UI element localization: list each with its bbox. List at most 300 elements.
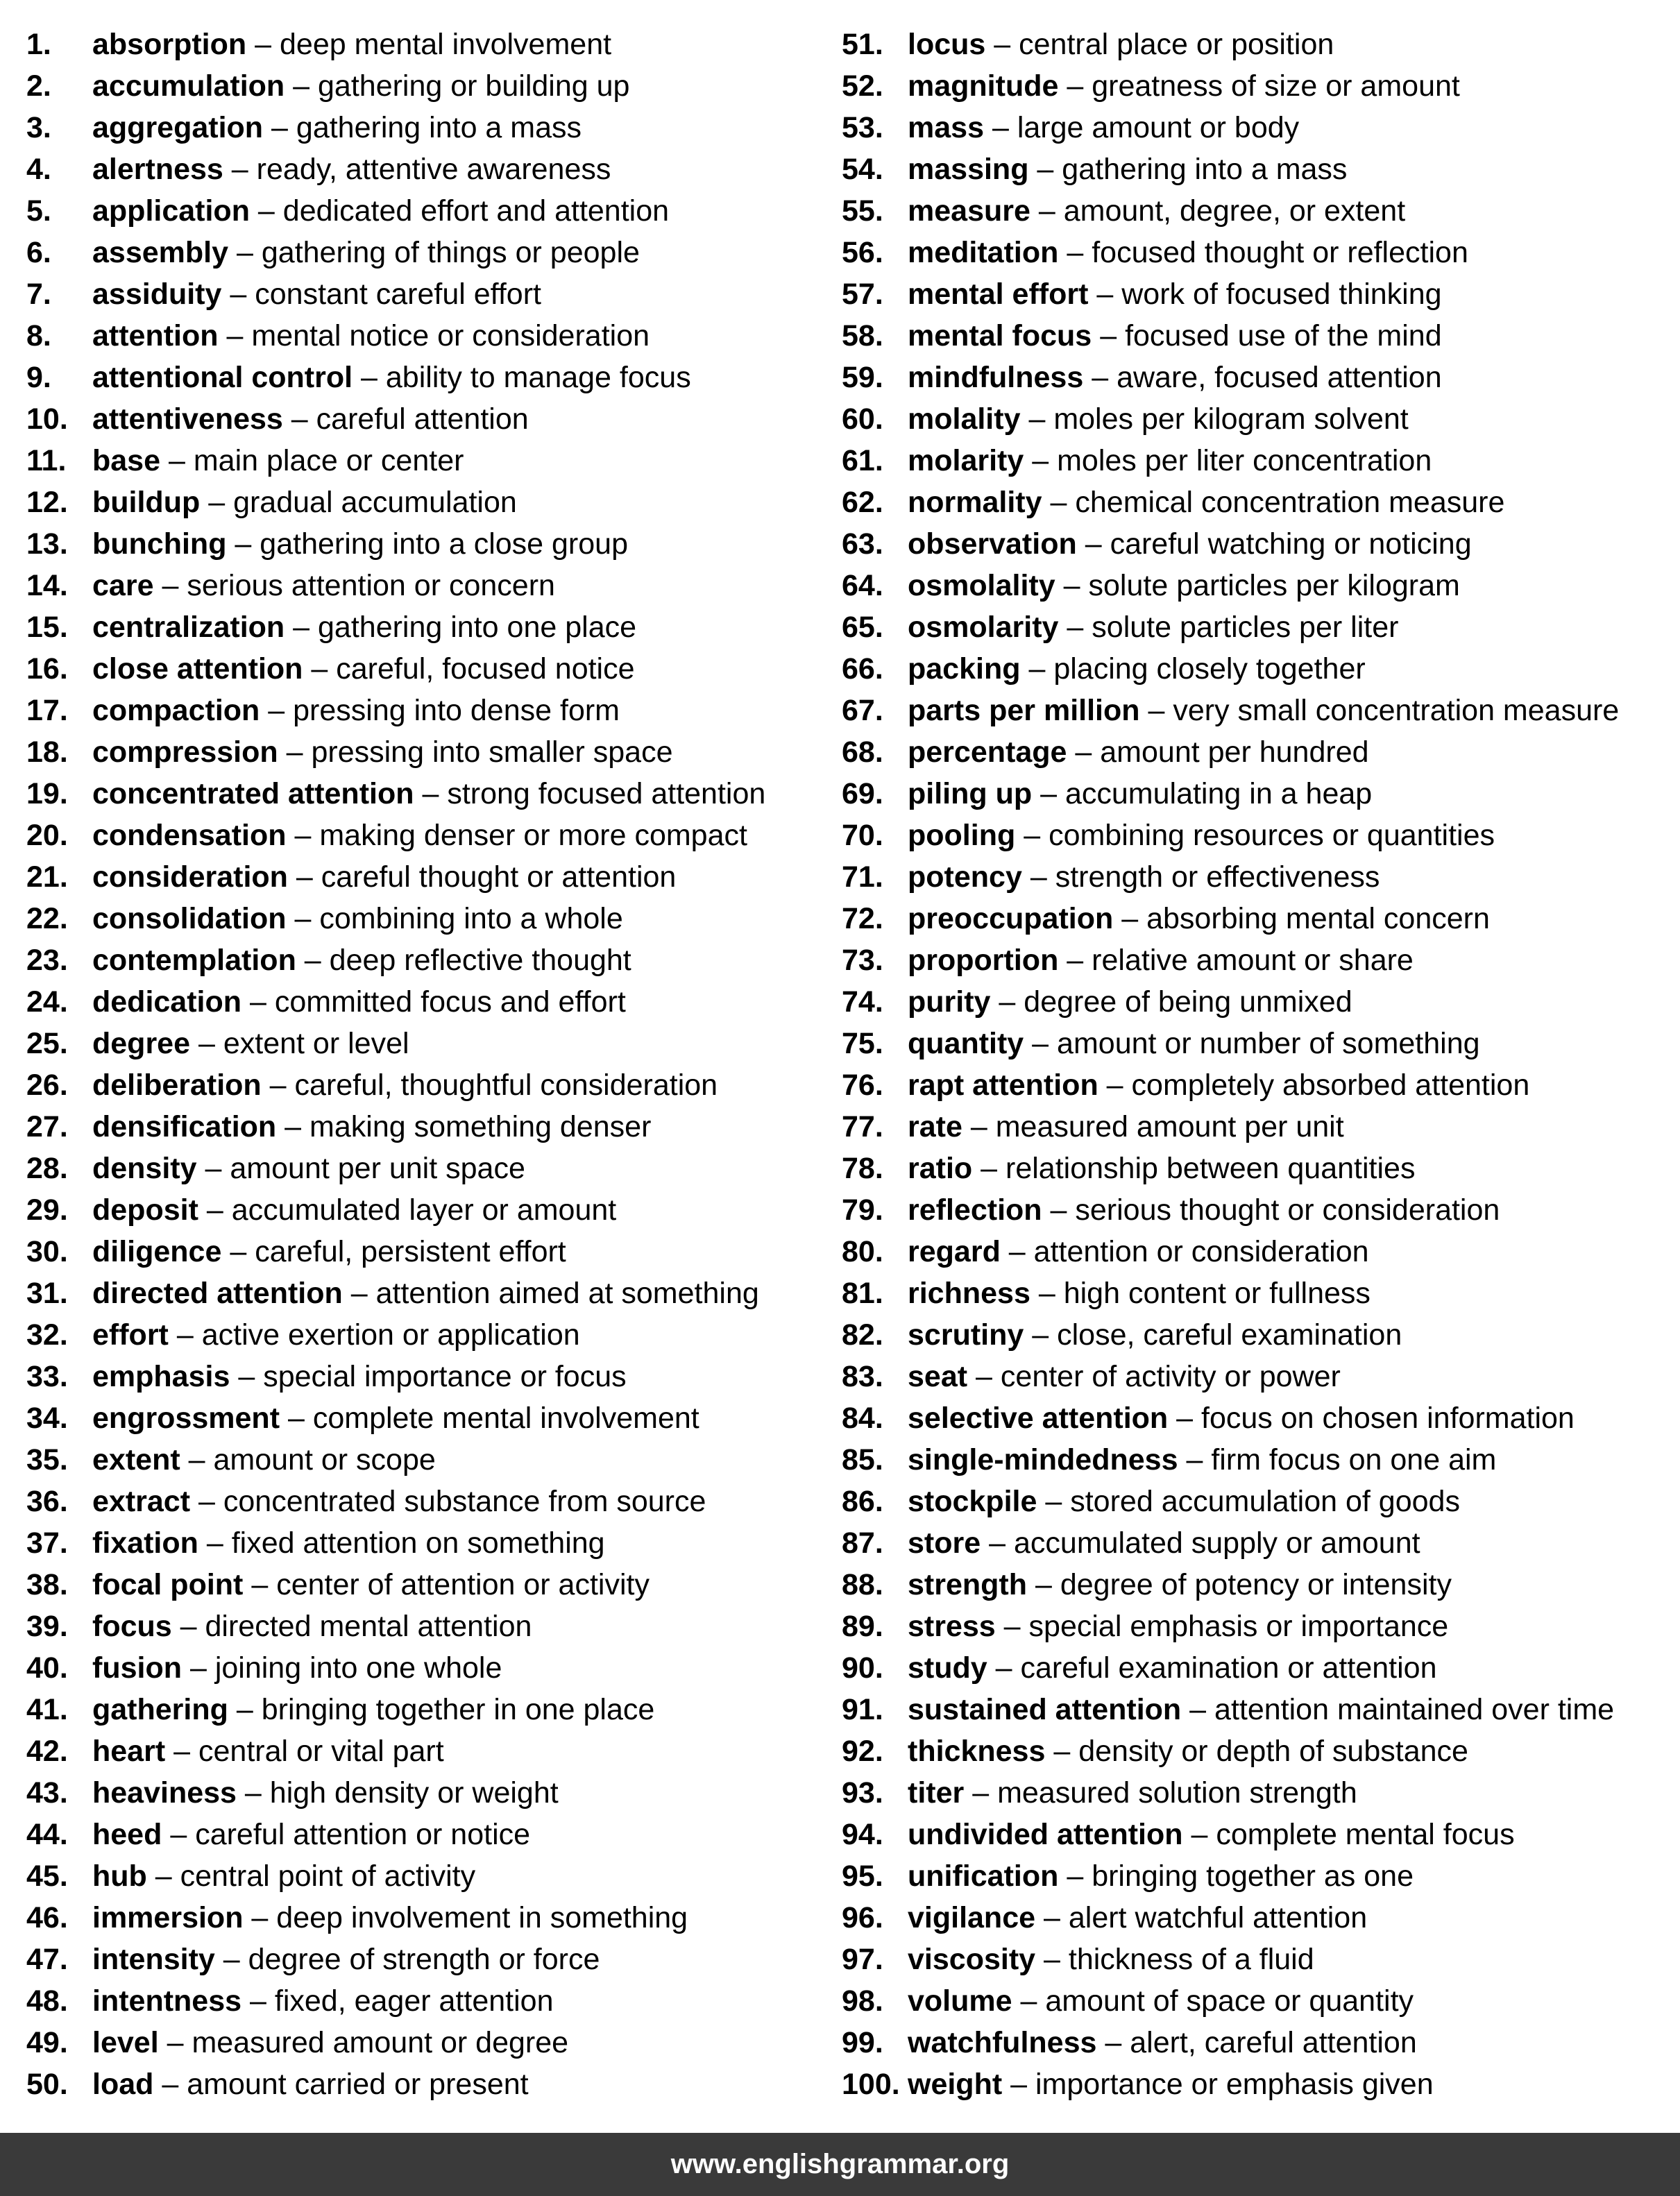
item-term: measure	[908, 194, 1030, 228]
item-number: 15.	[26, 611, 68, 644]
item-definition: careful, thoughtful consideration	[294, 1069, 718, 1102]
list-item	[26, 1897, 765, 1939]
item-separator: –	[1050, 486, 1067, 519]
list-item	[842, 148, 1619, 190]
list-item	[842, 2063, 1619, 2105]
item-term: strength	[908, 1568, 1027, 1601]
item-number: 99.	[842, 2026, 883, 2059]
item-number: 78.	[842, 1152, 883, 1185]
list-item	[26, 107, 765, 148]
item-definition: fixed attention on something	[231, 1526, 605, 1560]
item-term: seat	[908, 1360, 968, 1393]
item-number: 61.	[842, 444, 883, 477]
item-term: extent	[92, 1443, 180, 1476]
item-separator: –	[1106, 1069, 1123, 1102]
list-item	[26, 1314, 765, 1356]
item-number: 40.	[26, 1651, 68, 1685]
item-separator: –	[1044, 1943, 1060, 1976]
item-term: fixation	[92, 1526, 198, 1560]
footer-bar	[0, 2133, 1680, 2196]
item-separator: –	[981, 1152, 998, 1185]
item-separator: –	[1038, 1277, 1055, 1310]
item-term: unification	[908, 1859, 1059, 1893]
item-number: 39.	[26, 1610, 68, 1643]
item-term: viscosity	[908, 1943, 1036, 1976]
item-separator: –	[155, 1859, 172, 1893]
item-separator: –	[976, 1360, 992, 1393]
item-separator: –	[287, 1402, 305, 1435]
item-term: heart	[92, 1735, 166, 1768]
item-term: stress	[908, 1610, 996, 1643]
item-number: 98.	[842, 1984, 883, 2018]
item-definition: moles per liter concentration	[1057, 444, 1432, 477]
item-number: 17.	[26, 694, 68, 727]
item-separator: –	[162, 569, 179, 602]
item-term: preoccupation	[908, 902, 1114, 935]
item-definition: focus on chosen information	[1201, 1402, 1575, 1435]
item-definition: measured amount or degree	[192, 2026, 569, 2059]
item-separator: –	[208, 486, 226, 519]
item-number: 70.	[842, 819, 883, 852]
item-term: intensity	[92, 1943, 215, 1976]
item-separator: –	[1032, 1318, 1049, 1352]
item-definition: dedicated effort and attention	[282, 194, 670, 228]
item-number: 7.	[26, 278, 51, 311]
list-item	[842, 1606, 1619, 1647]
list-item	[26, 2022, 765, 2063]
list-item	[26, 1439, 765, 1481]
item-number: 55.	[842, 194, 883, 228]
item-separator: –	[1092, 361, 1109, 394]
list-item	[26, 773, 765, 815]
item-number: 66.	[842, 652, 883, 686]
item-separator: –	[1067, 69, 1084, 103]
item-term: dedication	[92, 985, 242, 1019]
list-item	[842, 648, 1619, 690]
item-term: magnitude	[908, 69, 1059, 103]
item-term: watchfulness	[908, 2026, 1097, 2059]
item-number: 82.	[842, 1318, 883, 1352]
item-separator: –	[1105, 2026, 1122, 2059]
item-separator: –	[361, 361, 377, 394]
list-item	[26, 898, 765, 939]
list-item	[842, 773, 1619, 815]
item-definition: completely absorbed attention	[1131, 1069, 1530, 1102]
item-definition: gathering into a mass	[296, 111, 582, 144]
item-number: 47.	[26, 1943, 68, 1976]
item-separator: –	[249, 985, 266, 1019]
item-term: richness	[908, 1277, 1030, 1310]
item-separator: –	[1040, 777, 1057, 810]
item-number: 21.	[26, 860, 68, 894]
item-separator: –	[1075, 735, 1092, 769]
item-separator: –	[1043, 1901, 1060, 1934]
item-term: base	[92, 444, 161, 477]
list-item	[842, 523, 1619, 565]
item-term: study	[908, 1651, 987, 1685]
item-separator: –	[1085, 527, 1102, 561]
item-definition: extent or level	[223, 1027, 409, 1060]
item-number: 62.	[842, 486, 883, 519]
item-number: 41.	[26, 1693, 68, 1726]
item-number: 35.	[26, 1443, 68, 1476]
item-number: 56.	[842, 236, 883, 269]
item-number: 60.	[842, 402, 883, 436]
list-item	[842, 315, 1619, 357]
item-definition: main place or center	[193, 444, 464, 477]
item-term: thickness	[908, 1735, 1046, 1768]
item-term: application	[92, 194, 250, 228]
item-number: 16.	[26, 652, 68, 686]
item-number: 76.	[842, 1069, 883, 1102]
item-separator: –	[999, 985, 1016, 1019]
item-number: 94.	[842, 1818, 883, 1851]
item-definition: central point of activity	[180, 1859, 476, 1893]
item-separator: –	[236, 1693, 253, 1726]
item-separator: –	[992, 111, 1009, 144]
item-separator: –	[180, 1610, 197, 1643]
item-separator: –	[1008, 1235, 1026, 1268]
item-term: regard	[908, 1235, 1001, 1268]
list-item	[842, 482, 1619, 523]
list-item	[842, 107, 1619, 148]
item-definition: accumulating in a heap	[1064, 777, 1373, 810]
item-number: 77.	[842, 1110, 883, 1143]
item-number: 22.	[26, 902, 68, 935]
list-item	[26, 24, 765, 65]
item-term: compaction	[92, 694, 260, 727]
list-item	[842, 1314, 1619, 1356]
list-item	[842, 856, 1619, 898]
item-definition: deep reflective thought	[329, 944, 631, 977]
list-item	[842, 24, 1619, 65]
item-term: vigilance	[908, 1901, 1036, 1934]
item-separator: –	[170, 1818, 187, 1851]
item-definition: bringing together in one place	[261, 1693, 655, 1726]
list-item	[26, 856, 765, 898]
item-separator: –	[311, 652, 328, 686]
item-term: intentness	[92, 1984, 242, 2018]
item-separator: –	[1189, 1693, 1207, 1726]
list-item	[26, 1980, 765, 2022]
word-list-column-right	[842, 24, 1619, 2105]
item-number: 73.	[842, 944, 883, 977]
item-definition: degree of strength or force	[248, 1943, 600, 1976]
item-number: 9.	[26, 361, 51, 394]
item-term: directed attention	[92, 1277, 343, 1310]
item-definition: making denser or more compact	[319, 819, 747, 852]
item-definition: alert, careful attention	[1130, 2026, 1417, 2059]
item-separator: –	[972, 1776, 990, 1810]
item-term: stockpile	[908, 1485, 1037, 1518]
item-term: level	[92, 2026, 159, 2059]
list-item	[842, 1730, 1619, 1772]
item-number: 92.	[842, 1735, 883, 1768]
list-item	[26, 273, 765, 315]
item-separator: –	[236, 236, 253, 269]
item-definition: making something denser	[309, 1110, 652, 1143]
list-item	[26, 440, 765, 482]
item-term: attention	[92, 319, 219, 352]
item-number: 71.	[842, 860, 883, 894]
item-separator: –	[1096, 278, 1114, 311]
item-number: 100.	[842, 2068, 900, 2101]
item-number: 84.	[842, 1402, 883, 1435]
item-number: 51.	[842, 28, 883, 61]
item-term: care	[92, 569, 154, 602]
item-number: 52.	[842, 69, 883, 103]
item-number: 83.	[842, 1360, 883, 1393]
item-number: 46.	[26, 1901, 68, 1934]
item-separator: –	[1020, 1984, 1037, 2018]
item-separator: –	[173, 1735, 191, 1768]
item-definition: special emphasis or importance	[1028, 1610, 1449, 1643]
item-separator: –	[1028, 402, 1046, 436]
item-term: consolidation	[92, 902, 287, 935]
list-item	[26, 1939, 765, 1980]
list-item	[26, 190, 765, 232]
item-separator: –	[250, 1984, 266, 2018]
item-definition: directed mental attention	[205, 1610, 532, 1643]
item-separator: –	[1067, 944, 1084, 977]
item-separator: –	[1148, 694, 1165, 727]
list-item	[26, 65, 765, 107]
item-separator: –	[285, 1110, 302, 1143]
list-item	[842, 1647, 1619, 1689]
item-definition: mental notice or consideration	[251, 319, 650, 352]
list-item	[842, 190, 1619, 232]
list-item	[26, 606, 765, 648]
list-item	[26, 939, 765, 981]
item-term: locus	[908, 28, 986, 61]
item-definition: aware, focused attention	[1117, 361, 1442, 394]
list-item	[26, 1273, 765, 1314]
item-definition: moles per kilogram solvent	[1053, 402, 1409, 436]
item-term: rapt attention	[908, 1069, 1098, 1102]
item-separator: –	[1186, 1443, 1203, 1476]
list-item	[26, 690, 765, 731]
item-definition: thickness of a fluid	[1068, 1943, 1314, 1976]
item-separator: –	[1037, 153, 1054, 186]
list-item	[26, 1023, 765, 1064]
item-definition: amount or scope	[213, 1443, 436, 1476]
item-definition: measured solution strength	[997, 1776, 1357, 1810]
item-separator: –	[970, 1110, 987, 1143]
item-number: 19.	[26, 777, 68, 810]
item-definition: focused thought or reflection	[1092, 236, 1468, 269]
item-definition: combining resources or quantities	[1049, 819, 1495, 852]
item-term: gathering	[92, 1693, 228, 1726]
item-term: close attention	[92, 652, 303, 686]
item-number: 67.	[842, 694, 883, 727]
item-number: 96.	[842, 1901, 883, 1934]
item-number: 57.	[842, 278, 883, 311]
item-number: 32.	[26, 1318, 68, 1352]
item-separator: –	[198, 1027, 215, 1060]
list-item	[26, 648, 765, 690]
item-definition: joining into one whole	[214, 1651, 502, 1685]
item-separator: –	[230, 278, 247, 311]
item-separator: –	[235, 527, 252, 561]
item-separator: –	[1050, 1193, 1067, 1227]
list-item	[26, 315, 765, 357]
item-term: quantity	[908, 1027, 1024, 1060]
item-number: 97.	[842, 1943, 883, 1976]
list-item	[842, 1772, 1619, 1814]
item-number: 13.	[26, 527, 68, 561]
item-separator: –	[995, 1651, 1012, 1685]
item-definition: stored accumulation of goods	[1070, 1485, 1460, 1518]
item-definition: constant careful effort	[255, 278, 541, 311]
list-item	[26, 565, 765, 606]
list-item	[26, 1564, 765, 1606]
item-term: deposit	[92, 1193, 198, 1227]
item-number: 48.	[26, 1984, 68, 2018]
item-definition: gradual accumulation	[233, 486, 517, 519]
list-item	[842, 1939, 1619, 1980]
item-separator: –	[269, 1069, 287, 1102]
list-item	[842, 398, 1619, 440]
item-separator: –	[238, 1360, 255, 1393]
list-item	[842, 440, 1619, 482]
item-number: 65.	[842, 611, 883, 644]
list-item	[26, 1189, 765, 1231]
list-item	[842, 731, 1619, 773]
item-separator: –	[1100, 319, 1117, 352]
item-separator: –	[1053, 1735, 1071, 1768]
item-definition: bringing together as one	[1092, 1859, 1414, 1893]
item-separator: –	[293, 69, 310, 103]
list-item	[842, 939, 1619, 981]
item-separator: –	[1035, 1568, 1052, 1601]
list-item	[26, 1231, 765, 1273]
item-term: ratio	[908, 1152, 973, 1185]
list-item	[26, 1064, 765, 1106]
item-definition: serious attention or concern	[187, 569, 555, 602]
item-number: 12.	[26, 486, 68, 519]
item-definition: amount per unit space	[230, 1152, 525, 1185]
item-number: 75.	[842, 1027, 883, 1060]
list-item	[26, 1606, 765, 1647]
list-item	[26, 1730, 765, 1772]
item-number: 25.	[26, 1027, 68, 1060]
list-item	[26, 232, 765, 273]
item-definition: central place or position	[1019, 28, 1334, 61]
item-term: meditation	[908, 236, 1059, 269]
item-term: hub	[92, 1859, 147, 1893]
item-term: concentrated attention	[92, 777, 414, 810]
item-term: fusion	[92, 1651, 182, 1685]
item-definition: degree of being unmixed	[1024, 985, 1352, 1019]
item-separator: –	[1003, 1610, 1021, 1643]
item-separator: –	[994, 28, 1011, 61]
item-definition: very small concentration measure	[1173, 694, 1620, 727]
list-item	[26, 1647, 765, 1689]
item-definition: careful attention	[316, 402, 529, 436]
item-term: titer	[908, 1776, 965, 1810]
item-term: centralization	[92, 611, 285, 644]
list-item	[842, 1689, 1619, 1730]
item-definition: work of focused thinking	[1121, 278, 1442, 311]
item-term: mass	[908, 111, 984, 144]
item-separator: –	[291, 402, 308, 436]
item-term: effort	[92, 1318, 169, 1352]
list-item	[842, 1273, 1619, 1314]
item-separator: –	[989, 1526, 1006, 1560]
item-term: extract	[92, 1485, 191, 1518]
list-item	[26, 1106, 765, 1148]
item-term: assembly	[92, 236, 229, 269]
item-number: 88.	[842, 1568, 883, 1601]
item-definition: fixed, eager attention	[274, 1984, 554, 2018]
item-term: load	[92, 2068, 154, 2101]
item-definition: greatness of size or amount	[1092, 69, 1460, 103]
item-term: purity	[908, 985, 991, 1019]
item-definition: high content or fullness	[1063, 1277, 1371, 1310]
item-number: 5.	[26, 194, 51, 228]
item-definition: complete mental involvement	[312, 1402, 699, 1435]
list-item	[26, 731, 765, 773]
item-term: diligence	[92, 1235, 222, 1268]
item-separator: –	[1045, 1485, 1062, 1518]
list-item	[842, 65, 1619, 107]
list-item	[26, 1772, 765, 1814]
item-definition: accumulated layer or amount	[231, 1193, 617, 1227]
item-definition: focused use of the mind	[1125, 319, 1442, 352]
item-term: single-mindedness	[908, 1443, 1178, 1476]
item-separator: –	[255, 28, 272, 61]
item-term: bunching	[92, 527, 227, 561]
item-separator: –	[226, 319, 244, 352]
item-definition: pressing into dense form	[293, 694, 620, 727]
item-term: mindfulness	[908, 361, 1084, 394]
item-term: degree	[92, 1027, 191, 1060]
list-item	[842, 1356, 1619, 1397]
list-item	[26, 357, 765, 398]
item-number: 50.	[26, 2068, 68, 2101]
item-term: aggregation	[92, 111, 264, 144]
item-definition: careful, persistent effort	[255, 1235, 566, 1268]
item-separator: –	[251, 1568, 269, 1601]
list-item	[842, 1106, 1619, 1148]
list-item	[26, 1522, 765, 1564]
item-definition: special importance or focus	[263, 1360, 627, 1393]
item-definition: gathering into a close group	[260, 527, 628, 561]
item-separator: –	[286, 735, 303, 769]
item-number: 18.	[26, 735, 68, 769]
item-definition: attention or consideration	[1033, 1235, 1369, 1268]
item-number: 85.	[842, 1443, 883, 1476]
item-number: 27.	[26, 1110, 68, 1143]
item-definition: firm focus on one aim	[1211, 1443, 1497, 1476]
item-definition: strong focused attention	[447, 777, 766, 810]
item-number: 31.	[26, 1277, 68, 1310]
item-number: 74.	[842, 985, 883, 1019]
list-item	[842, 898, 1619, 939]
list-item	[842, 1231, 1619, 1273]
item-separator: –	[1121, 902, 1139, 935]
list-item	[26, 1689, 765, 1730]
item-term: undivided attention	[908, 1818, 1183, 1851]
list-item	[842, 1814, 1619, 1855]
item-number: 93.	[842, 1776, 883, 1810]
item-term: focal point	[92, 1568, 244, 1601]
item-definition: placing closely together	[1053, 652, 1366, 686]
item-term: normality	[908, 486, 1042, 519]
item-number: 38.	[26, 1568, 68, 1601]
item-separator: –	[205, 1152, 222, 1185]
item-term: pooling	[908, 819, 1016, 852]
